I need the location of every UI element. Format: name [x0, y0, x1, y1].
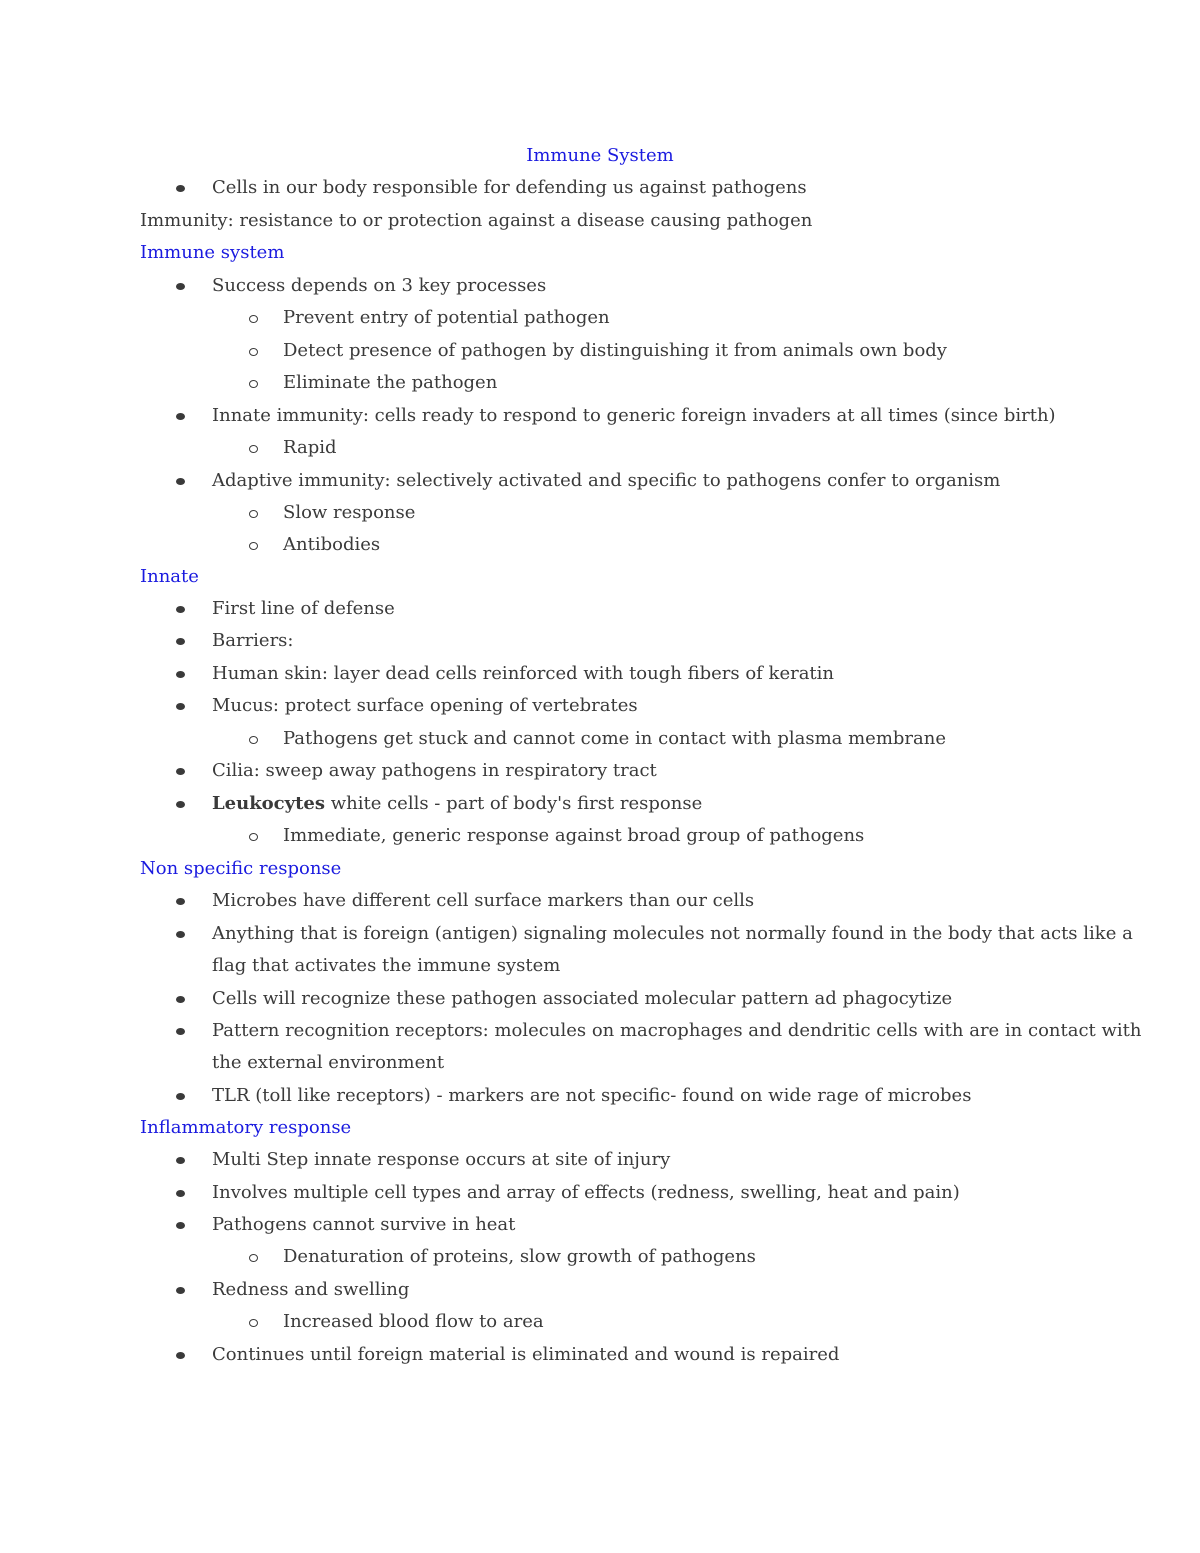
sub-list-item: Slow response	[283, 502, 416, 523]
circle-bullet-icon	[249, 315, 258, 323]
sub-list-item: Prevent entry of potential pathogen	[283, 307, 610, 328]
sub-list-item: Increased blood flow to area	[283, 1311, 544, 1332]
section-heading-inflammatory: Inflammatory response	[140, 1117, 352, 1138]
list-item: Success depends on 3 key processes	[212, 275, 547, 296]
list-item: Cells in our body responsible for defending us against pathogens	[212, 177, 807, 198]
section-heading-non-specific: Non specific response	[140, 858, 342, 879]
circle-bullet-icon	[249, 1319, 258, 1327]
sub-list-item: Rapid	[283, 437, 337, 458]
section-heading-innate: Innate	[140, 566, 199, 587]
bullet-icon	[176, 703, 185, 710]
list-item: Multi Step innate response occurs at site of injury	[212, 1149, 671, 1170]
list-item-continuation: flag that activates the immune system	[212, 955, 561, 976]
bullet-icon	[176, 1287, 185, 1294]
bullet-icon	[176, 768, 185, 775]
circle-bullet-icon	[249, 510, 258, 518]
circle-bullet-icon	[249, 445, 258, 453]
list-item: Mucus: protect surface opening of vertebrates	[212, 695, 638, 716]
list-item: Redness and swelling	[212, 1279, 410, 1300]
bullet-icon	[176, 478, 185, 485]
bullet-icon	[176, 996, 185, 1003]
bullet-icon	[176, 1028, 185, 1035]
list-item: Anything that is foreign (antigen) signaling molecules not normally found in the body that acts like a	[212, 923, 1133, 944]
circle-bullet-icon	[249, 542, 258, 550]
bullet-icon	[176, 931, 185, 938]
list-item: Human skin: layer dead cells reinforced with tough fibers of keratin	[212, 663, 835, 684]
page-title: Immune System	[526, 145, 674, 166]
bullet-icon	[176, 1157, 185, 1164]
bullet-icon	[176, 1190, 185, 1197]
sub-list-item: Denaturation of proteins, slow growth of pathogens	[283, 1246, 756, 1267]
bullet-icon	[176, 671, 185, 678]
bullet-icon	[176, 1222, 185, 1229]
list-item: Pathogens cannot survive in heat	[212, 1214, 516, 1235]
bullet-icon	[176, 413, 185, 420]
list-item: Continues until foreign material is eliminated and wound is repaired	[212, 1344, 840, 1365]
list-item-continuation: the external environment	[212, 1052, 445, 1073]
bullet-icon	[176, 1352, 185, 1359]
circle-bullet-icon	[249, 1254, 258, 1262]
paragraph-immunity: Immunity: resistance to or protection against a disease causing pathogen	[140, 210, 813, 231]
sub-list-item: Immediate, generic response against broad group of pathogens	[283, 825, 865, 846]
bullet-icon	[176, 638, 185, 645]
list-item: Involves multiple cell types and array of effects (redness, swelling, heat and pain)	[212, 1182, 960, 1203]
sub-list-item: Detect presence of pathogen by distinguishing it from animals own body	[283, 340, 947, 361]
circle-bullet-icon	[249, 736, 258, 744]
circle-bullet-icon	[249, 348, 258, 356]
bold-term: Leukocytes	[212, 793, 325, 814]
list-item: Microbes have different cell surface markers than our cells	[212, 890, 755, 911]
sub-list-item: Antibodies	[283, 534, 381, 555]
circle-bullet-icon	[249, 380, 258, 388]
bullet-icon	[176, 801, 185, 808]
list-item	[212, 793, 702, 815]
bullet-icon	[176, 606, 185, 613]
list-item: Innate immunity: cells ready to respond to generic foreign invaders at all times (since birth)	[212, 405, 1056, 426]
list-item: Barriers:	[212, 630, 294, 651]
list-item-text: white cells - part of body's first response	[325, 793, 703, 814]
sub-list-item: Eliminate the pathogen	[283, 372, 498, 393]
bullet-icon	[176, 283, 185, 290]
bullet-icon	[176, 898, 185, 905]
list-item: Adaptive immunity: selectively activated and specific to pathogens confer to organism	[212, 470, 1001, 491]
list-item: Cells will recognize these pathogen associated molecular pattern ad phagocytize	[212, 988, 953, 1009]
sub-list-item: Pathogens get stuck and cannot come in contact with plasma membrane	[283, 728, 947, 749]
bullet-icon	[176, 185, 185, 192]
list-item: Cilia: sweep away pathogens in respiratory tract	[212, 760, 657, 781]
circle-bullet-icon	[249, 833, 258, 841]
bullet-icon	[176, 1093, 185, 1100]
list-item: First line of defense	[212, 598, 395, 619]
section-heading-immune-system: Immune system	[140, 242, 285, 263]
list-item: Pattern recognition receptors: molecules on macrophages and dendritic cells with are in contact with	[212, 1020, 1142, 1041]
list-item: TLR (toll like receptors) - markers are not specific- found on wide rage of microbes	[212, 1085, 972, 1106]
